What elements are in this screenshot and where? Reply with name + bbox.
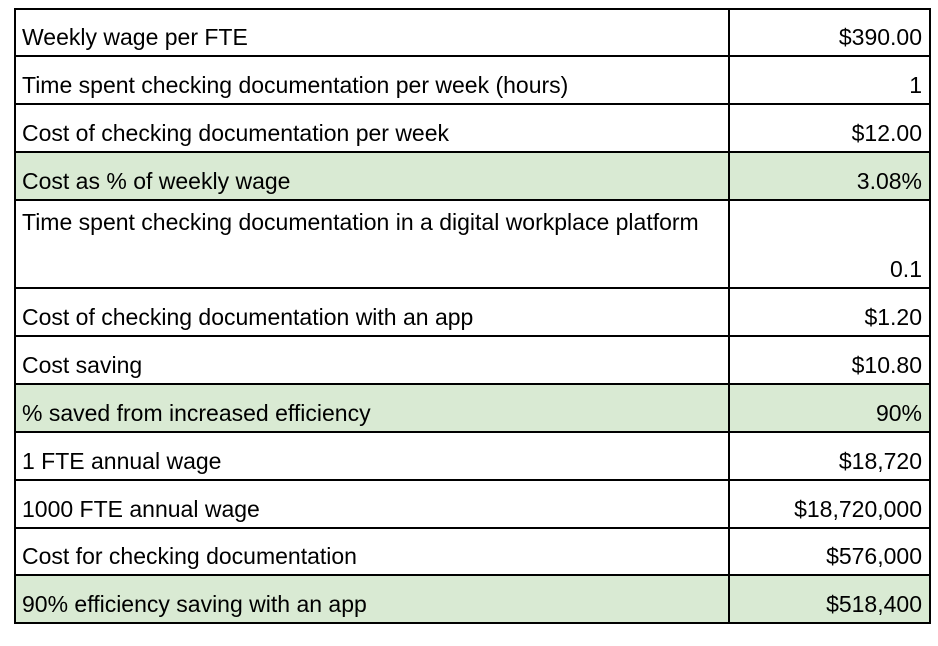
row-label[interactable]: Cost as % of weekly wage	[15, 152, 729, 200]
row-value[interactable]: 0.1	[729, 200, 930, 288]
row-label[interactable]: Time spent checking documentation per week (hours)	[15, 56, 729, 104]
table-row	[15, 9, 930, 56]
row-value[interactable]: $12.00	[729, 104, 930, 152]
row-label[interactable]: 1 FTE annual wage	[15, 432, 729, 480]
row-label[interactable]: Cost for checking documentation	[15, 528, 729, 575]
row-value[interactable]: $390.00	[729, 9, 930, 56]
table-row	[15, 288, 930, 336]
row-value[interactable]: 1	[729, 56, 930, 104]
row-value[interactable]: $518,400	[729, 575, 930, 623]
row-value[interactable]: $18,720	[729, 432, 930, 480]
table-row	[15, 56, 930, 104]
row-value[interactable]: 90%	[729, 384, 930, 432]
table-row-highlighted	[15, 152, 930, 200]
table-row-highlighted	[15, 384, 930, 432]
row-value[interactable]: $18,720,000	[729, 480, 930, 528]
row-label[interactable]: 1000 FTE annual wage	[15, 480, 729, 528]
cost-savings-table	[14, 8, 931, 624]
table-row-highlighted	[15, 575, 930, 623]
row-label[interactable]: Cost saving	[15, 336, 729, 384]
row-value[interactable]: $10.80	[729, 336, 930, 384]
row-value[interactable]: 3.08%	[729, 152, 930, 200]
table-row	[15, 528, 930, 575]
table-row	[15, 480, 930, 528]
row-label[interactable]: Weekly wage per FTE	[15, 9, 729, 56]
row-label[interactable]: % saved from increased efficiency	[15, 384, 729, 432]
row-value[interactable]: $1.20	[729, 288, 930, 336]
row-label[interactable]: Cost of checking documentation per week	[15, 104, 729, 152]
table-row	[15, 200, 930, 288]
row-label[interactable]: Cost of checking documentation with an app	[15, 288, 729, 336]
table-row	[15, 104, 930, 152]
row-label[interactable]: 90% efficiency saving with an app	[15, 575, 729, 623]
row-label[interactable]: Time spent checking documentation in a digital workplace platform	[15, 200, 729, 288]
table-row	[15, 336, 930, 384]
row-value[interactable]: $576,000	[729, 528, 930, 575]
table-row	[15, 432, 930, 480]
